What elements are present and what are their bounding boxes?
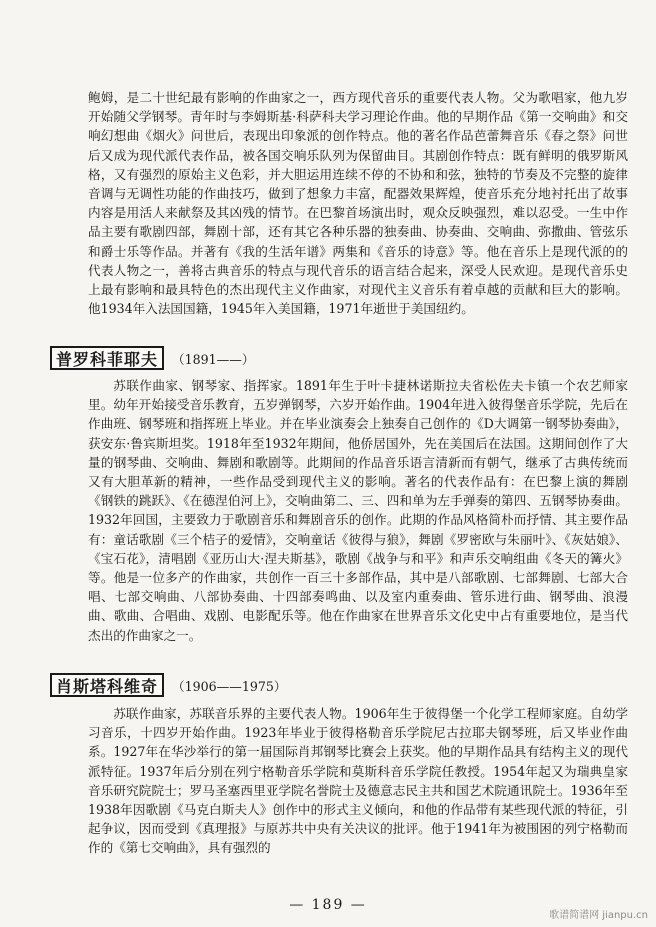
prokofiev-heading [50, 345, 254, 371]
prokofiev-text-block [88, 376, 628, 645]
page-number: — 189 — [289, 897, 367, 913]
prokofiev-paragraph: 苏联作曲家、钢琴家、指挥家。1891年生于叶卡捷林诺斯拉夫省松佐夫卡镇一个农艺师家里。幼年开始接受音乐教育，五岁弹钢琴，六岁开始作曲。1904年进入彼得堡音乐学院，先后在作曲班、钢琴班和指挥班上毕业。并在毕业演奏会上独奏自己创作的《D大调第一钢琴协奏曲》，获安东·鲁宾斯坦奖。1918年至1932年期间，他侨居国外，先在美国后在法国。这期间创作了大量的钢琴曲、交响曲、舞剧和歌剧等。此期间的作品音乐语言清新而有朝气，继承了古典传统而又有大胆革新的精神，一些作品受到现代主义的影响。著名的代表作品有：在巴黎上演的舞剧《钢铁的跳跃》、《在德涅伯河上》，交响曲第二、三、四和单为左手弹奏的第四、五钢琴协奏曲。1932年回国，主要致力于歌剧音乐和舞剧音乐的创作。此期的作品风格简朴而抒情、其主要作品有：童话歌剧《三个桔子的爱情》，交响童话《彼得与狼》，舞剧《罗密欧与朱丽叶》、《灰姑娘》、《宝石花》，清唱剧《亚历山大·涅夫斯基》，歌剧《战争与和平》和声乐交响组曲《冬天的篝火》等。他是一位多产的作曲家，共创作一百三十多部作品，其中是八部歌剧、七部舞剧、七部大合唱、七部交响曲、八部协奏曲、十四部奏鸣曲、以及室内重奏曲、管乐进行曲、钢琴曲、浪漫曲、歌曲、合唱曲、戏剧、电影配乐等。他在作曲家在世界音乐文化史中占有重要地位，是当代杰出的作曲家之一。 [88, 378, 628, 643]
shostakovich-text-block [88, 704, 628, 858]
shostakovich-heading [50, 672, 287, 698]
prokofiev-years: （1891——） [172, 351, 255, 367]
intro-paragraph: 鲍姆，是二十世纪最有影响的作曲家之一，西方现代音乐的重要代表人物。父为歌唱家，他九岁开始随父学钢琴。青年时与李姆斯基·科萨科夫学习理论作曲。他的早期作品《第一交响曲》和交响幻想曲《烟火》问世后，表现出印象派的创作特点。他的著名作品芭蕾舞音乐《春之祭》问世后又成为现代派代表作品，被各国交响乐队列为保留曲目。其剧创作特点：既有鲜明的俄罗斯风格，又有强烈的原始主义色彩，并大胆运用连续不停的不协和和弦，独特的节奏及不完整的旋律音调与无调性功能的作曲技巧，做到了想象力丰富，配器效果辉煌，使音乐充分地衬托出了故事内容是用活人来献祭及其凶残的情节。在巴黎首场演出时，观众反映强烈，难以忍受。一生中作品主要有歌剧四部，舞剧十部，还有其它各种乐器的独奏曲、协奏曲、交响曲、弥撒曲、管弦乐和爵士乐等作品。并著有《我的生活年谱》两集和《音乐的诗意》等。他在音乐上是现代派的的代表人物之一，善将古典音乐的特点与现代音乐的语言结合起来，深受人民欢迎。是现代音乐史上最有影响和最具特色的杰出现代主义作曲家，对现代主义音乐有着卓越的贡献和巨大的影响。他1934年入法国国籍，1945年入美国籍，1971年逝世于美国纽约。 [88, 90, 628, 317]
prokofiev-title: 普罗科菲耶夫 [50, 346, 164, 370]
shostakovich-title: 肖斯塔科维奇 [50, 673, 164, 697]
site-watermark: 歌谱简谱网 jianpu.cn [549, 910, 648, 921]
shostakovich-paragraph: 苏联作曲家，苏联音乐界的主要代表人物。1906年生于彼得堡一个化学工程师家庭。自幼学习音乐，十四岁开始作曲。1923年毕业于彼得格勒音乐学院尼古拉耶夫钢琴班，后又毕业作曲系。1927年在华沙举行的第一届国际肖邦钢琴比赛会上获奖。他的早期作品具有结构主义的现代派特征。1937年后分别在列宁格勒音乐学院和莫斯科音乐学院任教授。1954年起又为瑞典皇家音乐研究院院士；罗马圣塞西里亚学院名誉院士及德意志民主共和国艺术院通讯院士。1936年至1938年因歌剧《马克白斯夫人》创作中的形式主义倾向，和他的作品带有某些现代派的特征，引起争议，因而受到《真理报》与原苏共中央有关决议的批评。他于1941年为被围困的列宁格勒而作的《第七交响曲》，具有强烈的 [88, 706, 628, 856]
intro-text-block [88, 88, 628, 318]
shostakovich-years: （1906——1975） [172, 678, 287, 694]
